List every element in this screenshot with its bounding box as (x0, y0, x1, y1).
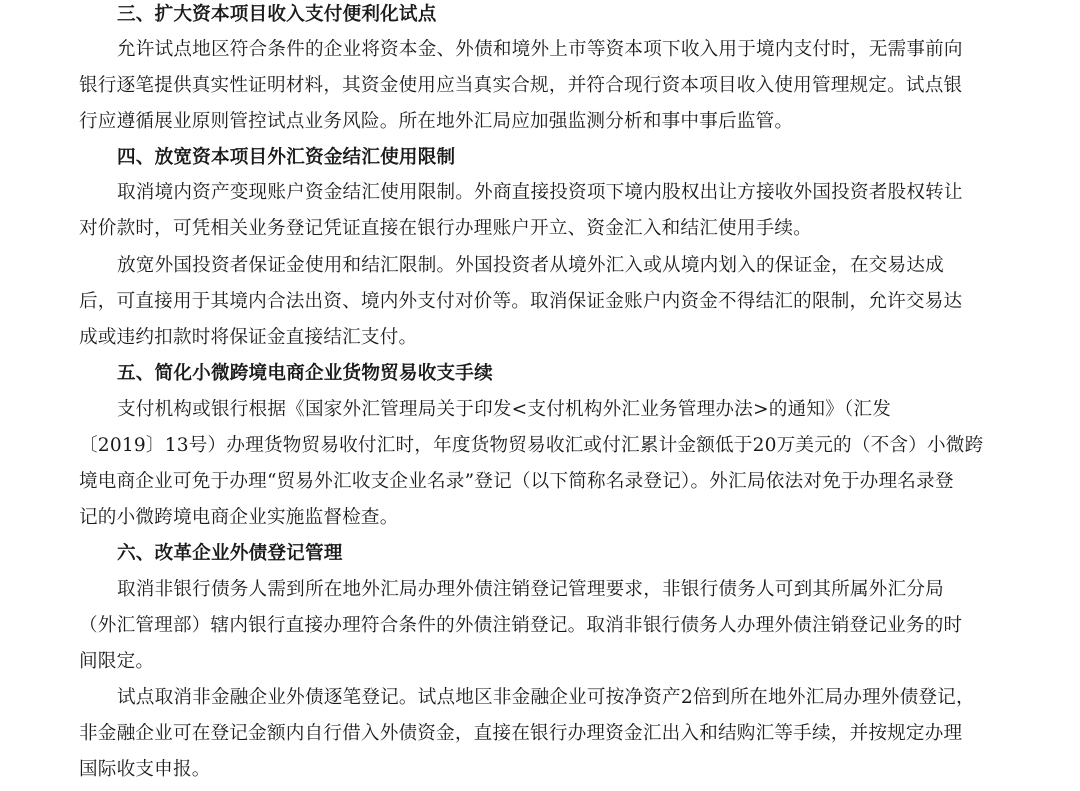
section-6-paragraph-1-line-3: 间限定。 (79, 651, 155, 672)
section-6-paragraph-1-line-1: 取消非银行债务人需到所在地外汇局办理外债注销登记管理要求，非银行债务人可到其所属外汇分局 (117, 579, 944, 600)
section-3-heading: 三、扩大资本项目收入支付便利化试点 (117, 4, 437, 25)
section-5-heading: 五、简化小微跨境电商企业货物贸易收支手续 (117, 363, 493, 384)
section-5-paragraph-1-line-2: 〔2019〕13号）办理货物贸易收付汇时，年度货物贸易收汇或付汇累计金额低于20万美元的（不含）小微跨 (79, 435, 984, 456)
section-5-paragraph-1-line-4: 记的小微跨境电商企业实施监督检查。 (79, 507, 399, 528)
section-6-paragraph-1-line-2: （外汇管理部）辖内银行直接办理符合条件的外债注销登记。取消非银行债务人办理外债注销登记业务的时 (79, 615, 963, 636)
section-6-paragraph-2-line-1: 试点取消非金融企业外债逐笔登记。试点地区非金融企业可按净资产2倍到所在地外汇局办理外债登记， (117, 687, 975, 708)
section-3-paragraph-1-line-1: 允许试点地区符合条件的企业将资本金、外债和境外上市等资本项下收入用于境内支付时，无需事前向 (117, 39, 963, 60)
section-4-paragraph-2-line-3: 成或违约扣款时将保证金直接结汇支付。 (79, 327, 418, 348)
section-4-paragraph-1-line-2: 对价款时，可凭相关业务登记凭证直接在银行办理账户开立、资金汇入和结汇使用手续。 (79, 218, 812, 239)
section-3-paragraph-1-line-3: 行应遵循展业原则管控试点业务风险。所在地外汇局应加强监测分析和事中事后监管。 (79, 111, 794, 132)
section-3-paragraph-1-line-2: 银行逐笔提供真实性证明材料，其资金使用应当真实合规，并符合现行资本项目收入使用管理规定。试点银 (79, 75, 963, 96)
section-5-paragraph-1-line-1: 支付机构或银行根据《国家外汇管理局关于印发<支付机构外汇业务管理办法>的通知》（汇发 (117, 399, 892, 420)
section-6-paragraph-2-line-2: 非金融企业可在登记金额内自行借入外债资金，直接在银行办理资金汇出入和结购汇等手续，并按规定办理 (79, 723, 963, 744)
section-4-paragraph-1-line-1: 取消境内资产变现账户资金结汇使用限制。外商直接投资项下境内股权出让方接收外国投资者股权转让 (117, 182, 963, 203)
section-5-paragraph-1-line-3: 境电商企业可免于办理“贸易外汇收支企业名录”登记（以下简称名录登记）。外汇局依法对免于办理名录登 (79, 471, 954, 492)
section-4-heading: 四、放宽资本项目外汇资金结汇使用限制 (117, 147, 456, 168)
section-6-heading: 六、改革企业外债登记管理 (117, 543, 343, 564)
section-6-paragraph-2-line-3: 国际收支申报。 (79, 759, 211, 780)
section-4-paragraph-2-line-2: 后，可直接用于其境内合法出资、境内外支付对价等。取消保证金账户内资金不得结汇的限制，允许交易达 (79, 291, 963, 312)
section-4-paragraph-2-line-1: 放宽外国投资者保证金使用和结汇限制。外国投资者从境外汇入或从境内划入的保证金，在交易达成 (117, 255, 944, 276)
